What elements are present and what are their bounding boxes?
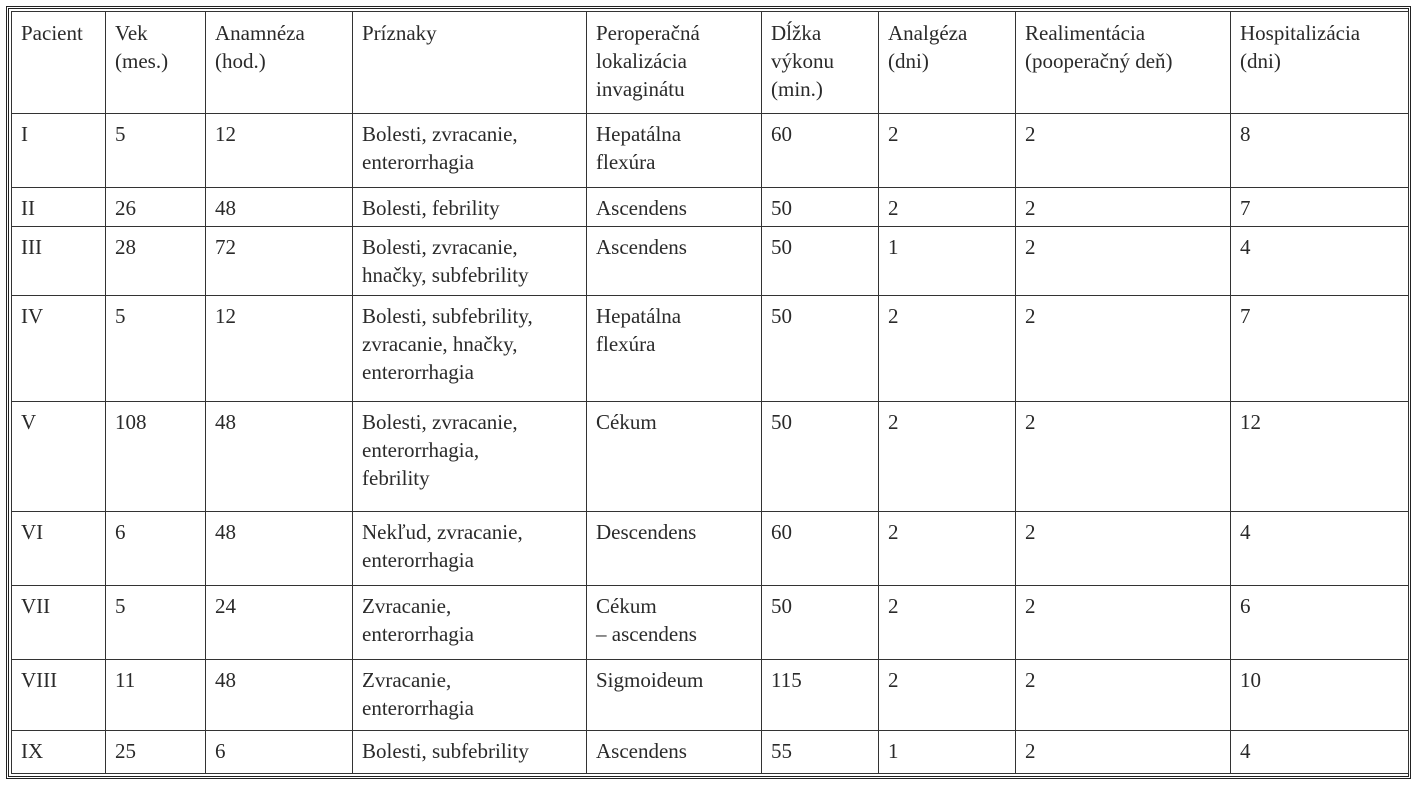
cell-dlzka: 50 <box>762 296 879 402</box>
table-row <box>12 730 1409 773</box>
cell-anamneza: 24 <box>206 585 353 659</box>
cell-realimentacia: 2 <box>1016 402 1231 512</box>
cell-analgeza: 2 <box>879 659 1016 730</box>
header-row <box>12 12 1409 114</box>
cell-analgeza: 2 <box>879 188 1016 227</box>
cell-analgeza: 1 <box>879 730 1016 773</box>
cell-realimentacia: 2 <box>1016 659 1231 730</box>
cell-anamneza: 48 <box>206 512 353 585</box>
cell-vek: 28 <box>106 227 206 296</box>
cell-hospitalizacia: 6 <box>1231 585 1409 659</box>
cell-lokalizacia: Ascendens <box>587 188 762 227</box>
cell-hospitalizacia: 12 <box>1231 402 1409 512</box>
cell-vek: 5 <box>106 296 206 402</box>
cell-pacient: VI <box>12 512 106 585</box>
cell-dlzka: 55 <box>762 730 879 773</box>
cell-vek: 5 <box>106 114 206 188</box>
cell-realimentacia: 2 <box>1016 296 1231 402</box>
cell-pacient: V <box>12 402 106 512</box>
cell-hospitalizacia: 8 <box>1231 114 1409 188</box>
cell-pacient: III <box>12 227 106 296</box>
cell-anamneza: 6 <box>206 730 353 773</box>
cell-hospitalizacia: 10 <box>1231 659 1409 730</box>
cell-lokalizacia: Ascendens <box>587 730 762 773</box>
cell-vek: 26 <box>106 188 206 227</box>
cell-priznaky: Bolesti, zvracanie, enterorrhagia <box>353 114 587 188</box>
cell-priznaky: Zvracanie, enterorrhagia <box>353 585 587 659</box>
header-cell-pacient: Pacient <box>12 12 106 114</box>
header-cell-lokalizacia: Peroperačná lokalizácia invaginátu <box>587 12 762 114</box>
cell-lokalizacia: Ascendens <box>587 227 762 296</box>
cell-realimentacia: 2 <box>1016 585 1231 659</box>
cell-priznaky: Nekľud, zvracanie, enterorrhagia <box>353 512 587 585</box>
cell-priznaky: Bolesti, febrility <box>353 188 587 227</box>
header-cell-analgeza: Analgéza (dni) <box>879 12 1016 114</box>
header-cell-dlzka: Dĺžka výkonu (min.) <box>762 12 879 114</box>
table-row <box>12 188 1409 227</box>
cell-lokalizacia: Hepatálna flexúra <box>587 114 762 188</box>
cell-lokalizacia: Cékum – ascendens <box>587 585 762 659</box>
cell-pacient: II <box>12 188 106 227</box>
header-cell-vek: Vek (mes.) <box>106 12 206 114</box>
cell-pacient: VIII <box>12 659 106 730</box>
header-cell-hospitalizacia: Hospitalizácia (dni) <box>1231 12 1409 114</box>
cell-hospitalizacia: 4 <box>1231 512 1409 585</box>
cell-pacient: IV <box>12 296 106 402</box>
cell-vek: 5 <box>106 585 206 659</box>
cell-realimentacia: 2 <box>1016 114 1231 188</box>
cell-pacient: IX <box>12 730 106 773</box>
cell-analgeza: 2 <box>879 512 1016 585</box>
cell-anamneza: 12 <box>206 296 353 402</box>
cell-anamneza: 72 <box>206 227 353 296</box>
table-frame <box>6 6 1411 779</box>
header-cell-priznaky: Príznaky <box>353 12 587 114</box>
cell-hospitalizacia: 4 <box>1231 227 1409 296</box>
patient-table <box>11 11 1409 774</box>
cell-realimentacia: 2 <box>1016 188 1231 227</box>
cell-dlzka: 60 <box>762 512 879 585</box>
cell-analgeza: 1 <box>879 227 1016 296</box>
table-row <box>12 402 1409 512</box>
cell-vek: 25 <box>106 730 206 773</box>
table-row <box>12 296 1409 402</box>
cell-realimentacia: 2 <box>1016 227 1231 296</box>
cell-priznaky: Bolesti, subfebrility, zvracanie, hnačky, enterorrhagia <box>353 296 587 402</box>
cell-hospitalizacia: 7 <box>1231 188 1409 227</box>
cell-hospitalizacia: 4 <box>1231 730 1409 773</box>
cell-anamneza: 48 <box>206 402 353 512</box>
cell-lokalizacia: Hepatálna flexúra <box>587 296 762 402</box>
cell-lokalizacia: Sigmoideum <box>587 659 762 730</box>
cell-realimentacia: 2 <box>1016 512 1231 585</box>
cell-lokalizacia: Descendens <box>587 512 762 585</box>
cell-analgeza: 2 <box>879 585 1016 659</box>
cell-vek: 6 <box>106 512 206 585</box>
table-row <box>12 512 1409 585</box>
cell-dlzka: 50 <box>762 227 879 296</box>
cell-pacient: VII <box>12 585 106 659</box>
cell-lokalizacia: Cékum <box>587 402 762 512</box>
cell-priznaky: Zvracanie, enterorrhagia <box>353 659 587 730</box>
cell-dlzka: 115 <box>762 659 879 730</box>
table-row <box>12 227 1409 296</box>
cell-dlzka: 50 <box>762 402 879 512</box>
header-cell-anamneza: Anamnéza (hod.) <box>206 12 353 114</box>
cell-analgeza: 2 <box>879 114 1016 188</box>
cell-pacient: I <box>12 114 106 188</box>
cell-anamneza: 48 <box>206 188 353 227</box>
cell-priznaky: Bolesti, zvracanie, hnačky, subfebrility <box>353 227 587 296</box>
header-cell-realimentacia: Realimentácia (pooperačný deň) <box>1016 12 1231 114</box>
cell-dlzka: 50 <box>762 585 879 659</box>
cell-vek: 108 <box>106 402 206 512</box>
cell-analgeza: 2 <box>879 296 1016 402</box>
cell-hospitalizacia: 7 <box>1231 296 1409 402</box>
table-row <box>12 585 1409 659</box>
cell-dlzka: 60 <box>762 114 879 188</box>
cell-anamneza: 48 <box>206 659 353 730</box>
table-row <box>12 659 1409 730</box>
cell-vek: 11 <box>106 659 206 730</box>
cell-analgeza: 2 <box>879 402 1016 512</box>
table-row <box>12 114 1409 188</box>
cell-priznaky: Bolesti, zvracanie, enterorrhagia, febrility <box>353 402 587 512</box>
cell-dlzka: 50 <box>762 188 879 227</box>
cell-realimentacia: 2 <box>1016 730 1231 773</box>
cell-anamneza: 12 <box>206 114 353 188</box>
cell-priznaky: Bolesti, subfebrility <box>353 730 587 773</box>
